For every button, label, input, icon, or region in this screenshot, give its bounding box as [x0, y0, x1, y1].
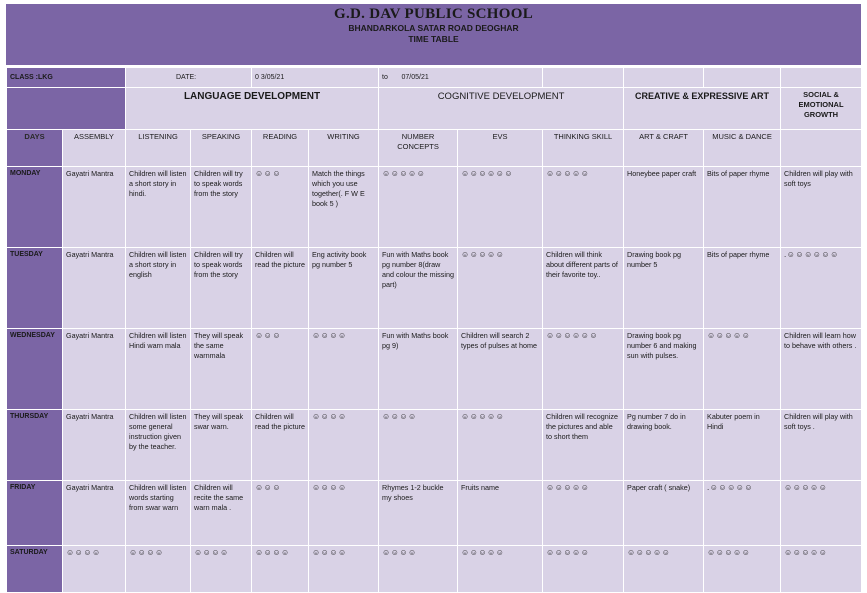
- table-cell: Bits of paper rhyme: [704, 248, 781, 329]
- table-cell: Pg number 7 do in drawing book.: [624, 410, 704, 481]
- table-cell: Gayatri Mantra: [63, 410, 126, 481]
- column-header: EVS: [458, 130, 543, 167]
- table-cell: ☺☺☺: [252, 329, 309, 410]
- column-header: THINKING SKILL: [543, 130, 624, 167]
- date-from: 0 3/05/21: [252, 68, 379, 88]
- table-cell: ☺☺☺☺: [309, 481, 379, 546]
- info-blank: [704, 68, 781, 88]
- info-row: [7, 68, 862, 88]
- table-cell: ☺☺☺☺: [379, 410, 458, 481]
- table-cell: Eng activity book pg number 5: [309, 248, 379, 329]
- table-cell: Children will read the picture: [252, 248, 309, 329]
- section-social: SOCIAL & EMOTIONAL GROWTH: [781, 88, 862, 130]
- day-label: TUESDAY: [7, 248, 63, 329]
- table-row: [7, 329, 862, 410]
- table-cell: .☺☺☺☺☺☺: [781, 248, 862, 329]
- table-cell: Children will search 2 types of pulses at home: [458, 329, 543, 410]
- table-cell: ☺☺☺☺: [63, 546, 126, 593]
- info-blank: [624, 68, 704, 88]
- table-cell: ☺☺☺☺☺: [624, 546, 704, 593]
- document-header: [6, 4, 861, 65]
- table-cell: ☺☺☺☺☺: [458, 546, 543, 593]
- column-header: LISTENING: [126, 130, 191, 167]
- table-cell: ☺☺☺☺: [126, 546, 191, 593]
- table-cell: Children will play with soft toys .: [781, 410, 862, 481]
- table-cell: Honeybee paper craft: [624, 167, 704, 248]
- table-cell: Children will try to speak words from the story: [191, 248, 252, 329]
- day-label: THURSDAY: [7, 410, 63, 481]
- table-row: [7, 410, 862, 481]
- day-label: SATURDAY: [7, 546, 63, 593]
- column-header: ART & CRAFT: [624, 130, 704, 167]
- table-cell: ☺☺☺☺☺: [781, 546, 862, 593]
- table-cell: ☺☺☺☺: [309, 410, 379, 481]
- table-cell: ☺☺☺☺: [309, 329, 379, 410]
- table-cell: They will speak the same warnmala: [191, 329, 252, 410]
- table-cell: Children will recognize the pictures and able to short them: [543, 410, 624, 481]
- date-to: 07/05/21: [401, 73, 429, 81]
- school-address: BHANDARKOLA SATAR ROAD DEOGHAR: [348, 23, 519, 33]
- date-to-label: to: [382, 73, 388, 81]
- table-cell: ☺☺☺☺☺: [458, 248, 543, 329]
- column-header-row: [7, 130, 862, 167]
- table-cell: Bits of paper rhyme: [704, 167, 781, 248]
- table-cell: ☺☺☺☺☺: [543, 546, 624, 593]
- day-label: FRIDAY: [7, 481, 63, 546]
- table-cell: Fun with Maths book pg 9): [379, 329, 458, 410]
- table-cell: Children will listen words starting from swar warn: [126, 481, 191, 546]
- table-cell: Match the things which you use together(. F W E book 5 ): [309, 167, 379, 248]
- table-cell: ☺☺☺☺: [379, 546, 458, 593]
- table-cell: Gayatri Mantra: [63, 167, 126, 248]
- timetable: [6, 67, 862, 593]
- table-cell: ☺☺☺: [252, 167, 309, 248]
- table-cell: Children will listen some general instruction given by the teacher.: [126, 410, 191, 481]
- table-cell: ☺☺☺☺☺: [543, 481, 624, 546]
- table-cell: They will speak swar warn.: [191, 410, 252, 481]
- section-cognitive: COGNITIVE DEVELOPMENT: [379, 88, 624, 130]
- table-cell: Drawing book pg number 5: [624, 248, 704, 329]
- table-cell: Children will listen a short story in english: [126, 248, 191, 329]
- document-title: TIME TABLE: [408, 34, 459, 44]
- column-header: ASSEMBLY: [63, 130, 126, 167]
- table-cell: Children will play with soft toys: [781, 167, 862, 248]
- table-row: [7, 481, 862, 546]
- section-blank: [7, 88, 126, 130]
- column-header: SPEAKING: [191, 130, 252, 167]
- column-header: [781, 130, 862, 167]
- table-cell: Fruits name: [458, 481, 543, 546]
- table-cell: ☺☺☺☺☺: [704, 546, 781, 593]
- table-cell: ☺☺☺☺☺: [704, 329, 781, 410]
- table-cell: ☺☺☺☺☺: [458, 410, 543, 481]
- column-header: WRITING: [309, 130, 379, 167]
- table-cell: ☺☺☺☺☺: [379, 167, 458, 248]
- table-cell: Fun with Maths book pg number 8(draw and colour the missing part): [379, 248, 458, 329]
- table-cell: Children will recite the same warn mala .: [191, 481, 252, 546]
- date-label: DATE:: [126, 68, 252, 88]
- table-cell: Children will listen Hindi warn mala: [126, 329, 191, 410]
- table-row: [7, 167, 862, 248]
- table-row: [7, 546, 862, 593]
- section-row: [7, 88, 862, 130]
- table-cell: Kabuter poem in Hindi: [704, 410, 781, 481]
- table-cell: Gayatri Mantra: [63, 329, 126, 410]
- table-cell: ☺☺☺☺☺: [543, 167, 624, 248]
- class-label: CLASS :LKG: [7, 68, 126, 88]
- column-header: DAYS: [7, 130, 63, 167]
- table-cell: Rhymes 1-2 buckle my shoes: [379, 481, 458, 546]
- column-header: READING: [252, 130, 309, 167]
- table-cell: Paper craft ( snake): [624, 481, 704, 546]
- info-blank: [543, 68, 624, 88]
- table-row: [7, 248, 862, 329]
- table-cell: ☺☺☺☺☺☺: [458, 167, 543, 248]
- table-cell: Gayatri Mantra: [63, 481, 126, 546]
- table-cell: ☺☺☺☺☺☺: [543, 329, 624, 410]
- table-cell: Gayatri Mantra: [63, 248, 126, 329]
- section-creative: CREATIVE & EXPRESSIVE ART: [624, 88, 781, 130]
- table-cell: Children will learn how to behave with others .: [781, 329, 862, 410]
- table-cell: .☺☺☺☺☺: [704, 481, 781, 546]
- table-cell: Children will try to speak words from the story: [191, 167, 252, 248]
- table-cell: Drawing book pg number 6 and making sun with pulses.: [624, 329, 704, 410]
- table-cell: Children will think about different parts of their favorite toy..: [543, 248, 624, 329]
- day-label: WEDNESDAY: [7, 329, 63, 410]
- school-name: G.D. DAV PUBLIC SCHOOL: [334, 6, 533, 22]
- section-language: LANGUAGE DEVELOPMENT: [126, 88, 379, 130]
- timetable-body: [7, 167, 862, 593]
- column-header: NUMBER CONCEPTS: [379, 130, 458, 167]
- info-blank: [781, 68, 862, 88]
- day-label: MONDAY: [7, 167, 63, 248]
- column-header: MUSIC & DANCE: [704, 130, 781, 167]
- table-cell: ☺☺☺☺: [309, 546, 379, 593]
- table-cell: ☺☺☺☺: [252, 546, 309, 593]
- table-cell: Children will listen a short story in hindi.: [126, 167, 191, 248]
- table-cell: ☺☺☺☺: [191, 546, 252, 593]
- table-cell: ☺☺☺: [252, 481, 309, 546]
- table-cell: ☺☺☺☺☺: [781, 481, 862, 546]
- table-cell: Children will read the picture: [252, 410, 309, 481]
